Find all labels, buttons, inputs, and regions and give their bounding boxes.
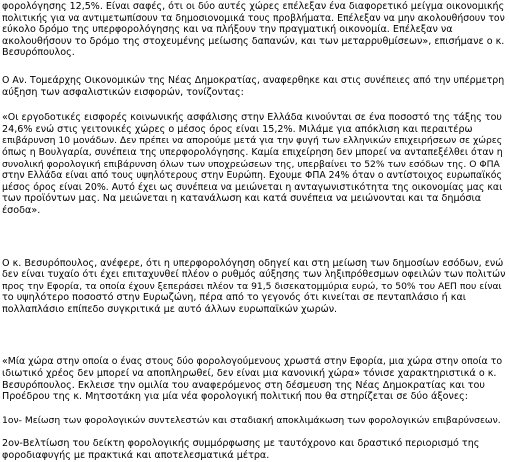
paragraph-overtaxation [2,258,505,316]
text-line: πολιτικής για να αντιμετωπίσουν τα δημοσιονομικά τους προβλήματα. Επέλεξαν να μην ακολουθήσουν τον [2,12,505,24]
text-line: Ο κ. Βεσυρόπουλος, ανέφερε, ότι η υπερφορολόγηση οδηγεί και στη μείωση των δημοσίων εσόδων, ενώ [2,257,504,269]
text-line: 2ον-Βελτίωση του δείκτη φορολογικής συμμόρφωσης με ταυτόχρονο και δραστικό περιορισμό της [2,438,480,450]
text-line: Βεσυρόπουλος. [2,47,75,59]
text-line: Προέδρου της κ. Μητσοτάκη για μία νέα φορολογική πολιτική που θα στηρίζεται σε δύο άξονες: [2,391,468,403]
text-line: μέσος όρος είναι 20%. Αυτό έχει ως συνέπεια να μειώνεται η ανταγωνιστικότητα της οικονομίας μας και [2,181,503,193]
text-line: φορολόγησης 12,5%. Είναι σαφές, ότι οι δύο αυτές χώρες επέλεξαν ένα διαφορετικό μείγμα οικονομικής [2,1,505,12]
text-line: έσοδα». [2,204,41,216]
text-line: το υψηλότερο ποσοστό στην Ευρωζώνη, πέρα από το γεγονός ότι κινείται σε πενταπλάσιο ή και [2,292,467,304]
text-line: 24,6% ενώ στις γειτονικές χώρες ο μέσος όρος είναι 15,2%. Μιλάμε για απόκλιση και περαιτέρω [2,123,473,135]
text-line: των προϊόντων μας. Να μειώνεται η κατανάλωση και κατά συνέπεια να μειώνονται και τα δημόσια [2,193,482,205]
text-line: Βεσυρόπουλος. Εκλεισε την ομιλία του αναφερόμενος στη δέσμευση της Νέας Δημοκρατίας και του [2,379,485,391]
text-line: προς την Εφορία, τα οποία έχουν ξεπεράσει πλέον τα 91,5 δισεκατομμύρια ευρώ, το 50% του ΑΕΠ που είναι [2,280,502,292]
text-line: «Μία χώρα στην οποία ο ένας στους δύο φορολογούμενους χρωστά στην Εφορία, μια χώρα στην οποία το [2,356,503,368]
text-line: δεν είναι τυχαίο ότι έχει επιταχυνθεί πλέον ο ρυθμός αύξησης των ληξιπρόθεσμων οφειλών των πολιτών [2,269,506,281]
text-line: 1ον- Μείωση των φορολογικών συντελεστών και σταδιακή αποκλιμάκωση των φορολογικών επιβαρύνσεων. [2,414,501,426]
text-line: ιδιωτικό χρέος δεν μπορεί να αποπληρωθεί, δεν είναι μια κανονική χώρα» τόνισε χαρακτηριστικά ο κ. [2,368,497,380]
text-line: φοροδιαφυγής με πρακτικά και αποτελεσματικά μέτρα. [2,450,270,462]
text-line: στην Ελλάδα είναι από τους υψηλότερους στην Ευρώπη. Εχουμε ΦΠΑ 24% όταν ο αντίστοιχος ευρωπαϊκός [2,170,502,182]
text-line: συνολική φορολογική επιβάρυνση όλων των υποχρεώσεων της, υπερβαίνει το 52% των εσόδων της. Ο ΦΠΑ [2,158,500,170]
text-line: όπως η Βουλγαρία, συνέπεια της υπερφορολόγησης. Καμία επιχείρηση δεν μπορεί να ανταπεξέλθει όταν η [2,146,503,158]
paragraph-quote-contributions [2,112,505,216]
document-body [2,1,505,462]
text-line: πολλαπλάσιο επίπεδο συγκριτικά με αυτό άλλων ευρωπαϊκών χωρών. [2,303,338,315]
text-line: «Οι εργοδοτικές εισφορές κοινωνικής ασφάλισης στην Ελλάδα κινούνται σε ένα ποσοστό της τάξης του [2,112,502,124]
paragraph-intro [2,1,505,59]
text-line: εύκολο δρόμο της υπερφορολόγησης και να πλήξουν την πραγματική οικονομία. Επέλεξαν να [2,24,453,36]
text-line: αύξηση των ασφαλιστικών εισφορών, τονίζοντας: [2,86,244,98]
paragraph-second [2,75,505,98]
list-item-axis-one [2,415,505,427]
text-line: ακολουθήσουν το δρόμο της στοχευμένης μείωσης δαπανών, και των μεταρρυθμίσεων», επισήμανε ο κ. [2,35,505,47]
text-line: Ο Αν. Τομεάρχης Οικονομικών της Νέας Δημοκρατίας, αναφερθηκε και στις συνέπειες από την υπέρμετρη [2,74,505,86]
text-line: επιβάρυνση 10 μονάδων. Δεν πρέπει να απορούμε μετά για την φυγή των ελληνικών επιχειρήσεων σε χώρες [2,135,503,147]
paragraph-quote-country [2,356,505,402]
